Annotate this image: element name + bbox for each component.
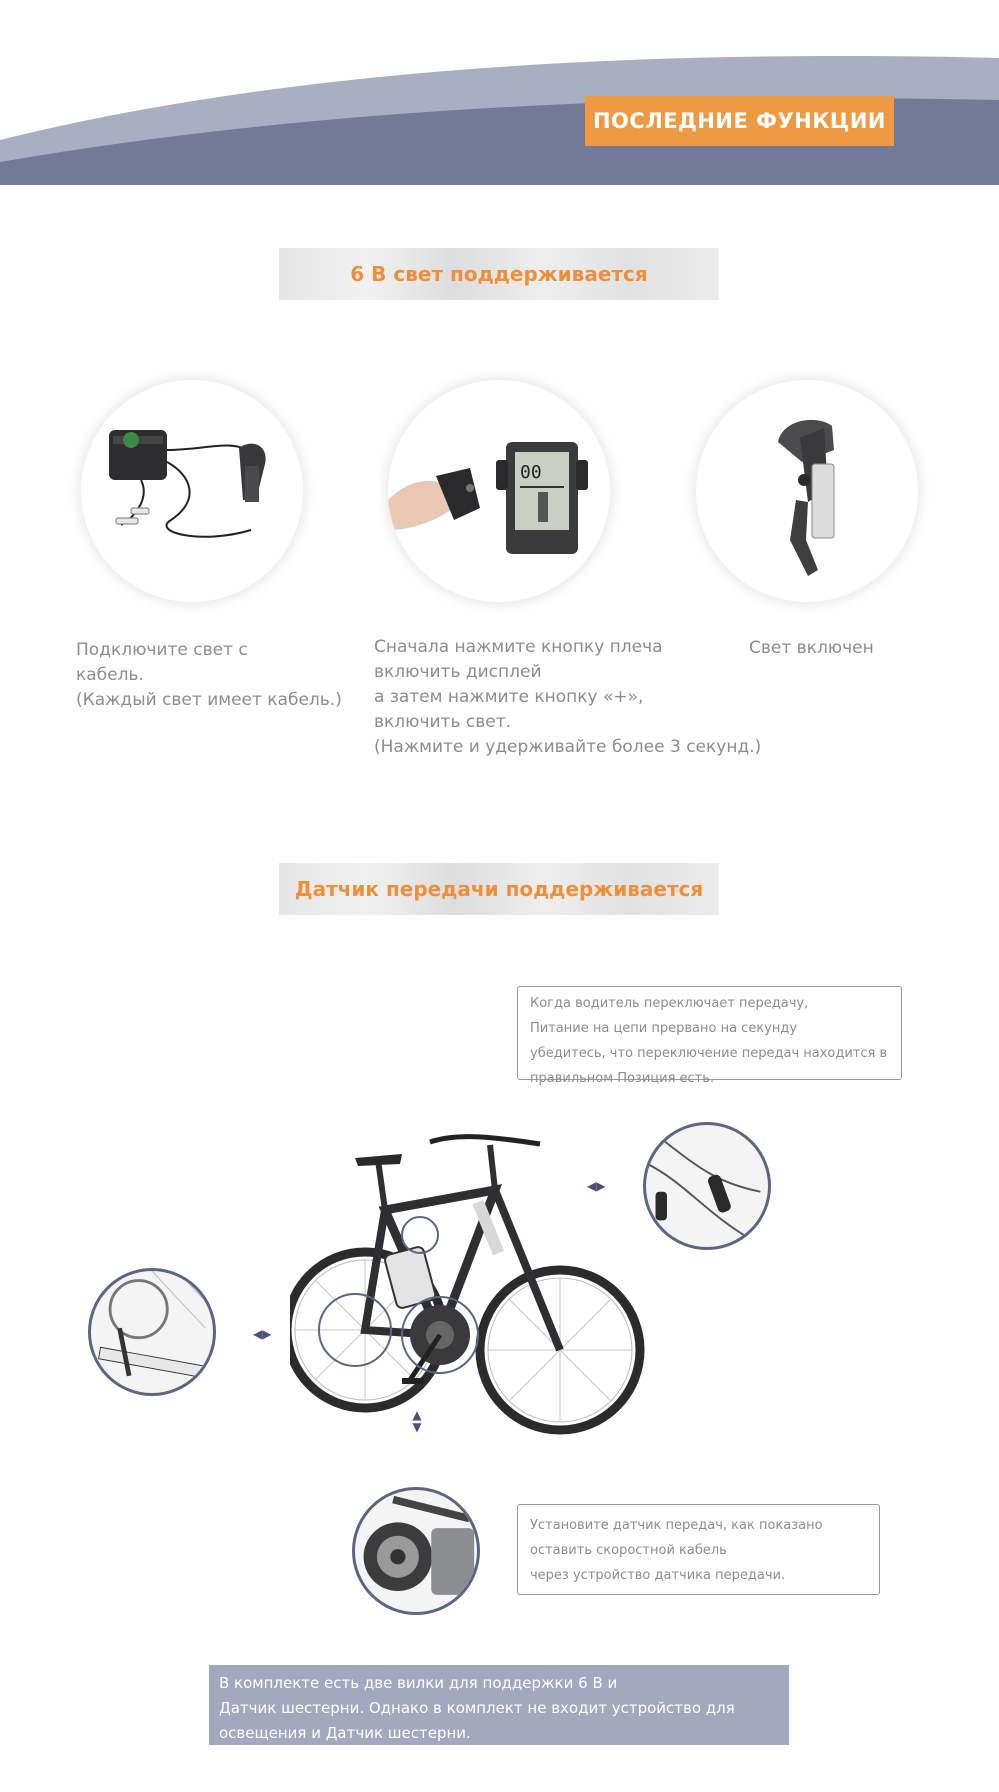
install-sensor-note — [517, 1504, 880, 1595]
gear-sensor-heading-band — [279, 863, 719, 915]
light-support-heading-band — [279, 248, 719, 300]
step-line: включить дисплей — [374, 662, 542, 682]
footer-line: освещения и Датчик шестерни. — [219, 1724, 471, 1742]
gear-sensor-detail-photo — [352, 1487, 480, 1615]
header-wave-banner — [0, 0, 999, 185]
footer-line: Датчик шестерни. Однако в комплект не входит устройство для — [219, 1699, 735, 1717]
step-text-light-on — [749, 636, 874, 661]
step-text-connect-light — [76, 638, 342, 713]
light-support-heading: 6 В свет поддерживается — [350, 262, 648, 286]
note-line: оставить скоростной кабель — [530, 1543, 727, 1558]
step-line: Подключите свет с — [76, 640, 248, 660]
step-line: Свет включен — [749, 638, 874, 658]
footer-line: В комплекте есть две вилки для поддержки 6 В и — [219, 1674, 618, 1692]
note-line: убедитесь, что переключение передач находится в — [530, 1046, 888, 1061]
step-line: Сначала нажмите кнопку плеча — [374, 637, 663, 657]
motor-cable-light-photo — [81, 380, 303, 602]
note-line: правильном Позиция есть. — [530, 1071, 715, 1086]
package-contents-note — [209, 1665, 789, 1745]
note-line: через устройство датчика передачи. — [530, 1568, 786, 1583]
arrow-left-right-icon: ◀▶ — [253, 1327, 272, 1341]
note-line: Питание на цепи прервано на секунду — [530, 1021, 798, 1036]
arrow-left-right-icon: ◀▶ — [587, 1179, 606, 1193]
svg-text:00: 00 — [520, 462, 542, 483]
step-line: а затем нажмите кнопку «+», — [374, 687, 644, 707]
latest-features-badge: ПОСЛЕДНИЕ ФУНКЦИИ — [585, 96, 894, 146]
step-line: (Нажмите и удерживайте более 3 секунд.) — [374, 737, 762, 757]
step-line: включить свет. — [374, 712, 512, 732]
display-button-photo — [388, 380, 610, 602]
rear-derailleur-detail-photo — [88, 1268, 216, 1396]
bike-light-photo — [696, 380, 918, 602]
cable-sensor-detail-photo — [643, 1122, 771, 1250]
step-line: кабель. — [76, 665, 144, 685]
gear-shift-note — [517, 986, 902, 1086]
note-line: Когда водитель переключает передачу, — [530, 996, 809, 1011]
step-line: (Каждый свет имеет кабель.) — [76, 690, 342, 710]
note-line: Установите датчик передач, как показано — [530, 1518, 823, 1533]
electric-mountain-bike-photo — [290, 1120, 650, 1470]
arrow-up-down-icon: ▲ ▼ — [412, 1408, 422, 1434]
gear-sensor-heading: Датчик передачи поддерживается — [294, 877, 704, 901]
step-text-press-buttons — [374, 635, 761, 760]
